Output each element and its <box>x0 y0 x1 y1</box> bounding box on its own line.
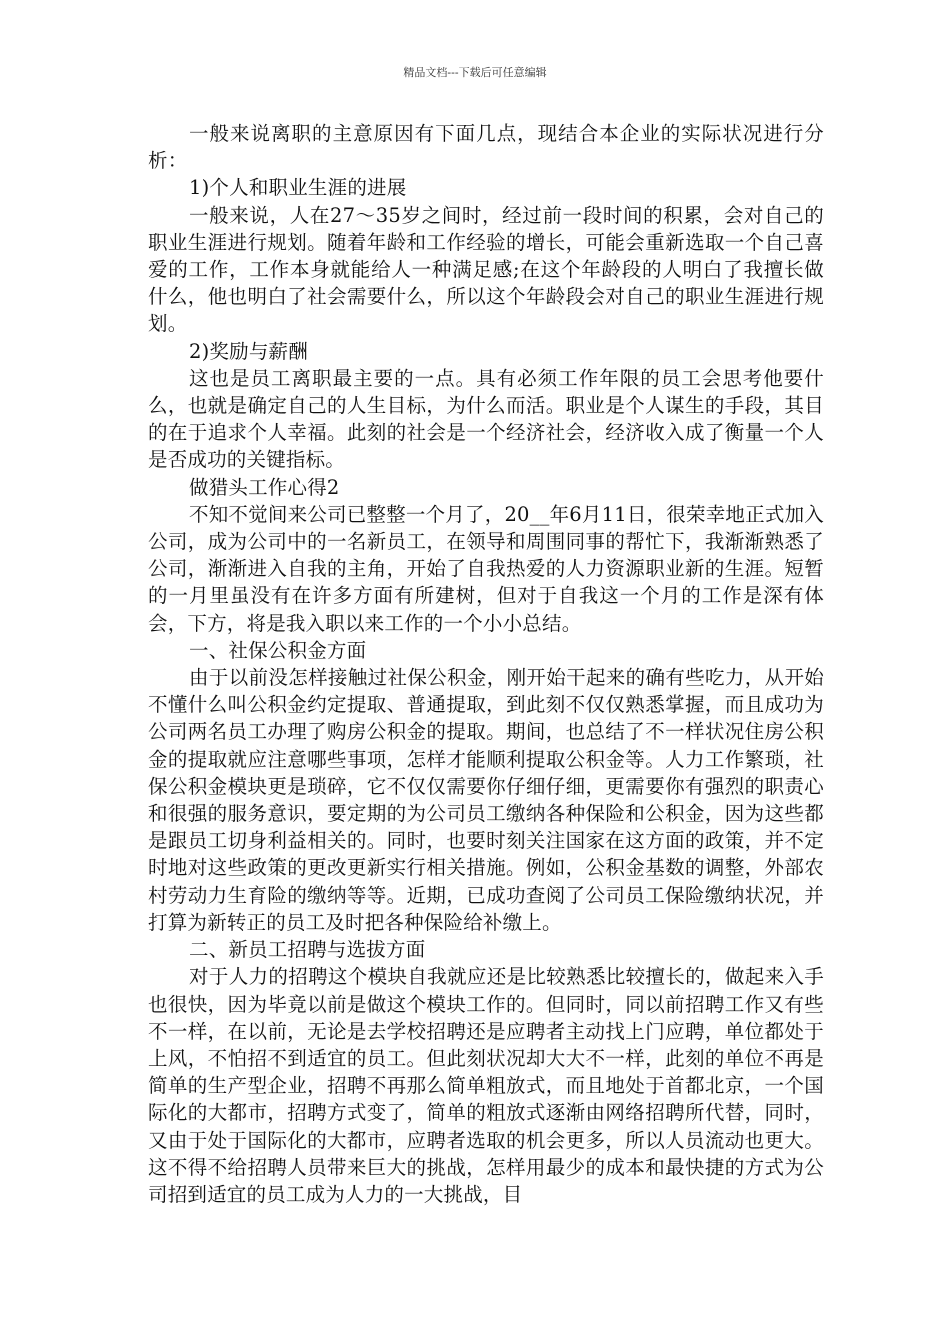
heading-recruitment: 二、新员工招聘与选拔方面 <box>189 938 426 962</box>
heading-social-security: 一、社保公积金方面 <box>189 638 367 662</box>
paragraph-career-development: 一般来说，人在27～35岁之间时，经过前一段时间的积累，会对自己的职业生涯进行规划。随着年龄和工作经验的增长，可能会重新选取一个自己喜爱的工作，工作本身就能给人一种满足感;在这个年龄段的人明白了我擅长做什么，他也明白了社会需要什么，所以这个年龄段会对自己的职业生涯进行规划。 <box>148 203 824 336</box>
paragraph-recruitment: 对于人力的招聘这个模块自我就应还是比较熟悉比较擅长的，做起来入手也很快，因为毕竟以前是做这个模块工作的。但同时，同以前招聘工作又有些不一样，在以前，无论是去学校招聘还是应聘者主动找上门应聘，单位都处于上风，不怕招不到适宜的员工。但此刻状况却大大不一样，此刻的单位不再是简单的生产型企业，招聘不再那么简单粗放式，而且地处于首都北京，一个国际化的大都市，招聘方式变了，简单的粗放式逐渐由网络招聘所代替，同时，又由于处于国际化的大都市，应聘者选取的机会更多，所以人员流动也更大。这不得不给招聘人员带来巨大的挑战，怎样用最少的成本和最快捷的方式为公司招到适宜的员工成为人力的一大挑战，目 <box>148 965 824 1206</box>
paragraph-rewards-salary: 这也是员工离职最主要的一点。具有必须工作年限的员工会思考他要什么，也就是确定自己的人生目标，为什么而活。职业是个人谋生的手段，其目的在于追求个人幸福。此刻的社会是一个经济社会，经济收入成了衡量一个人是否成功的关键指标。 <box>148 366 824 472</box>
heading-headhunter-experience-2: 做猎头工作心得2 <box>189 475 340 499</box>
page-header: 精品文档---下载后可任意编辑 <box>403 66 547 79</box>
heading-career-development: 1)个人和职业生涯的进展 <box>189 176 407 200</box>
paragraph-first-month: 不知不觉间来公司已整整一个月了，20__年6月11日，很荣幸地正式加入公司，成为公司中的一名新员工，在领导和周围同事的帮忙下，我渐渐熟悉了公司，渐渐进入自我的主角，开始了自我热爱的人力资源职业新的生涯。短暂的一月里虽没有在许多方面有所建树，但对于自我这一个月的工作是深有体会，下方，将是我入职以来工作的一个小小总结。 <box>148 502 824 635</box>
document-body <box>148 120 824 1208</box>
paragraph-intro: 一般来说离职的主意原因有下面几点，现结合本企业的实际状况进行分析： <box>148 122 824 173</box>
paragraph-social-security: 由于以前没怎样接触过社保公积金，刚开始干起来的确有些吃力，从开始不懂什么叫公积金约定提取、普通提取，到此刻不仅仅熟悉掌握，而且成功为公司两名员工办理了购房公积金的提取。期间，也总结了不一样状况住房公积金的提取就应注意哪些事项，怎样才能顺利提取公积金等。人力工作繁琐，社保公积金模块更是琐碎，它不仅仅需要你仔细仔细，更需要你有强烈的职责心和很强的服务意识，要定期的为公司员工缴纳各种保险和公积金，因为这些都是跟员工切身利益相关的。同时，也要时刻关注国家在这方面的政策，并不定时地对这些政策的更改更新实行相关措施。例如，公积金基数的调整，外部农村劳动力生育险的缴纳等等。近期，已成功查阅了公司员工保险缴纳状况，并打算为新转正的员工及时把各种保险给补缴上。 <box>148 666 824 934</box>
heading-rewards-salary: 2)奖励与薪酬 <box>189 339 308 363</box>
